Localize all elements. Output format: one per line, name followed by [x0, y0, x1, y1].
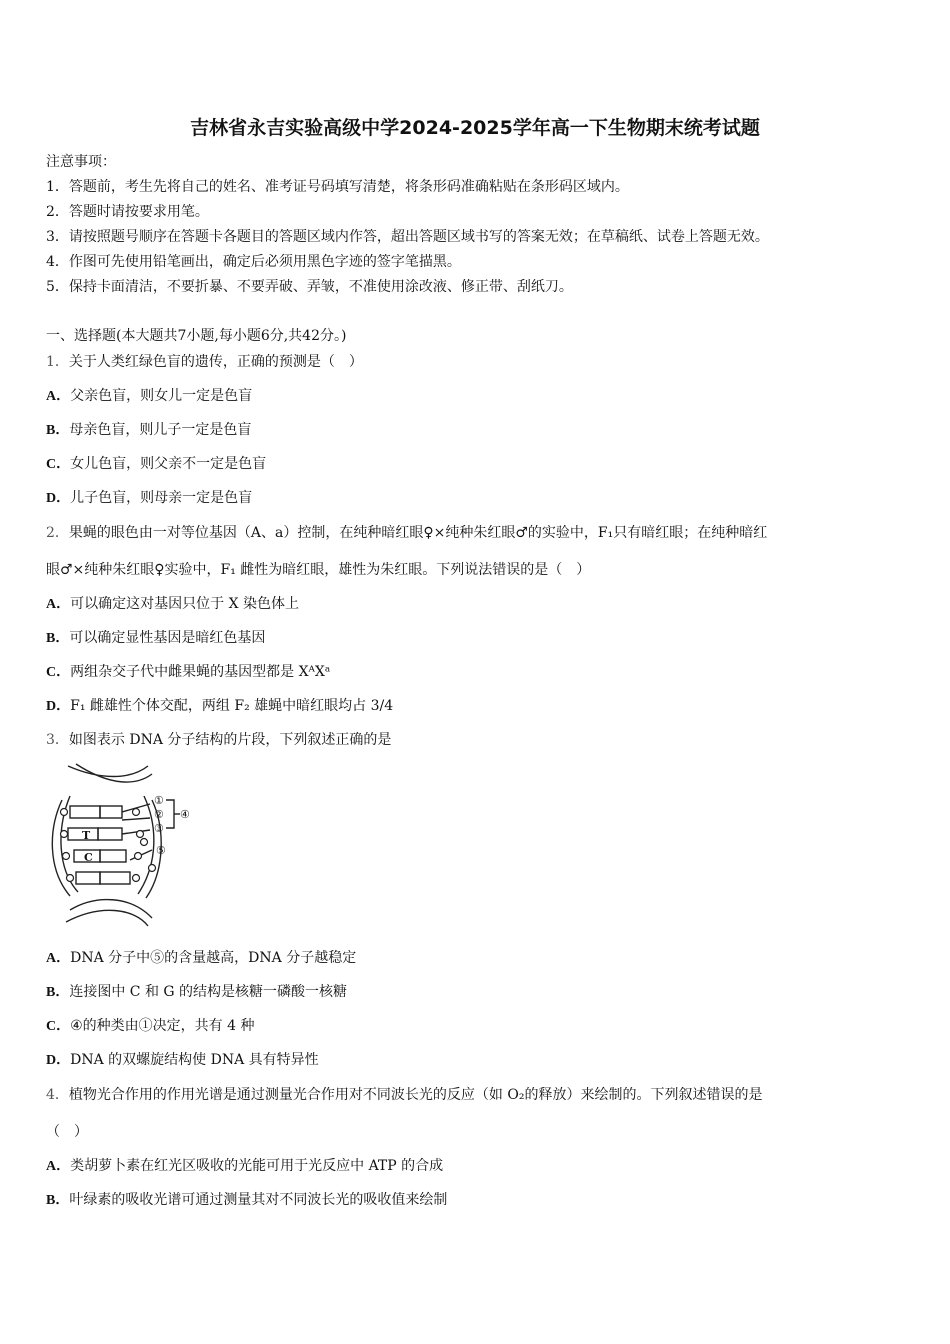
option-label: C．: [46, 1019, 71, 1034]
question-2: [46, 523, 767, 543]
figure-label-1: ①: [154, 794, 164, 807]
option-b[interactable]: [46, 982, 347, 1003]
question-stem: 果蝇的眼色由一对等位基因（A、a）控制，在纯种暗红眼♀×纯种朱红眼♂的实验中，F₁只有暗红眼；在纯种暗红: [68, 525, 768, 541]
option-label: D．: [46, 699, 71, 714]
figure-label-3: ③: [154, 822, 164, 835]
option-text: DNA 分子中⑤的含量越高，DNA 分子越稳定: [70, 950, 357, 966]
option-b[interactable]: [46, 1190, 447, 1211]
option-d[interactable]: [46, 1050, 319, 1071]
figure-label-4: ④: [180, 808, 190, 821]
option-c[interactable]: [46, 662, 330, 683]
option-label: A．: [46, 1159, 71, 1174]
notice-item: 1．答题前，考生先将自己的姓名、准考证号码填写清楚，将条形码准确粘贴在条形码区域内。: [46, 179, 629, 195]
option-text: ④的种类由①决定，共有 4 种: [70, 1018, 255, 1034]
question-number: 3．: [46, 732, 69, 748]
option-label: A．: [46, 597, 71, 612]
option-text: 父亲色盲，则女儿一定是色盲: [70, 388, 253, 404]
section-heading: 一、选择题(本大题共7小题,每小题6分,共42分。): [46, 328, 347, 344]
option-text: 可以确定显性基因是暗红色基因: [69, 630, 266, 646]
option-text: DNA 的双螺旋结构使 DNA 具有特异性: [70, 1052, 319, 1068]
figure-label-5: ⑤: [156, 844, 166, 857]
notice-heading: 注意事项：: [46, 154, 116, 170]
option-text: 叶绿素的吸收光谱可通过测量其对不同波长光的吸收值来绘制: [69, 1192, 448, 1208]
question-1: [46, 352, 363, 372]
option-text: 类胡萝卜素在红光区吸收的光能可用于光反应中 ATP 的合成: [70, 1158, 444, 1174]
question-stem: 关于人类红绿色盲的遗传，正确的预测是（ ）: [68, 354, 363, 370]
notice-item: 2．答题时请按要求用笔。: [46, 204, 209, 220]
base-label-c: C: [84, 851, 93, 864]
figure-label-2: ②: [154, 808, 164, 821]
question-stem: 植物光合作用的作用光谱是通过测量光合作用对不同波长光的反应（如 O₂的释放）来绘制的。下列叙述错误的是: [68, 1087, 763, 1103]
option-a[interactable]: [46, 594, 299, 615]
option-text: 女儿色盲，则父亲不一定是色盲: [70, 456, 267, 472]
question-stem-continued: （ ）: [46, 1124, 88, 1140]
option-b[interactable]: [46, 628, 265, 649]
option-label: D．: [46, 491, 71, 506]
option-d[interactable]: [46, 488, 252, 509]
question-3: [46, 730, 391, 750]
notice-item: 5．保持卡面清洁，不要折暴、不要弄破、弄皱，不准使用涂改液、修正带、刮纸刀。: [46, 279, 573, 295]
option-text: 两组杂交子代中雌果蝇的基因型都是 XᴬXᵃ: [70, 664, 331, 680]
option-text: 儿子色盲，则母亲一定是色盲: [70, 490, 253, 506]
option-d[interactable]: [46, 696, 393, 717]
option-label: C．: [46, 457, 71, 472]
question-stem: 如图表示 DNA 分子结构的片段，下列叙述正确的是: [68, 732, 392, 748]
question-number: 4．: [46, 1087, 69, 1103]
option-label: A．: [46, 389, 71, 404]
option-a[interactable]: [46, 386, 252, 407]
option-text: F₁ 雌雄性个体交配，两组 F₂ 雄蝇中暗红眼均占 3/4: [70, 698, 394, 714]
option-text: 可以确定这对基因只位于 X 染色体上: [70, 596, 299, 612]
question-4: [46, 1085, 762, 1105]
page-title: 吉林省永吉实验高级中学2024-2025学年高一下生物期末统考试题: [190, 117, 760, 139]
option-label: B．: [46, 423, 70, 438]
option-a[interactable]: [46, 948, 356, 969]
option-label: C．: [46, 665, 71, 680]
question-stem-continued: 眼♂×纯种朱红眼♀实验中，F₁ 雌性为暗红眼，雄性为朱红眼。下列说法错误的是（ ）: [46, 562, 591, 578]
dna-structure-figure: [40, 760, 200, 930]
option-label: B．: [46, 631, 70, 646]
option-label: B．: [46, 985, 70, 1000]
option-a[interactable]: [46, 1156, 443, 1177]
option-text: 连接图中 C 和 G 的结构是核糖一磷酸一核糖: [69, 984, 348, 1000]
option-label: D．: [46, 1053, 71, 1068]
option-label: B．: [46, 1193, 70, 1208]
option-c[interactable]: [46, 454, 266, 475]
notice-item: 4．作图可先使用铅笔画出，确定后必须用黑色字迹的签字笔描黑。: [46, 254, 461, 270]
question-number: 2．: [46, 525, 69, 541]
question-number: 1．: [46, 354, 69, 370]
option-b[interactable]: [46, 420, 251, 441]
option-c[interactable]: [46, 1016, 254, 1037]
notice-item: 3．请按照题号顺序在答题卡各题目的答题区域内作答，超出答题区域书写的答案无效；在草稿纸、试卷上答题无效。: [46, 229, 769, 245]
option-text: 母亲色盲，则儿子一定是色盲: [69, 422, 252, 438]
base-label-t: T: [82, 829, 91, 842]
option-label: A．: [46, 951, 71, 966]
